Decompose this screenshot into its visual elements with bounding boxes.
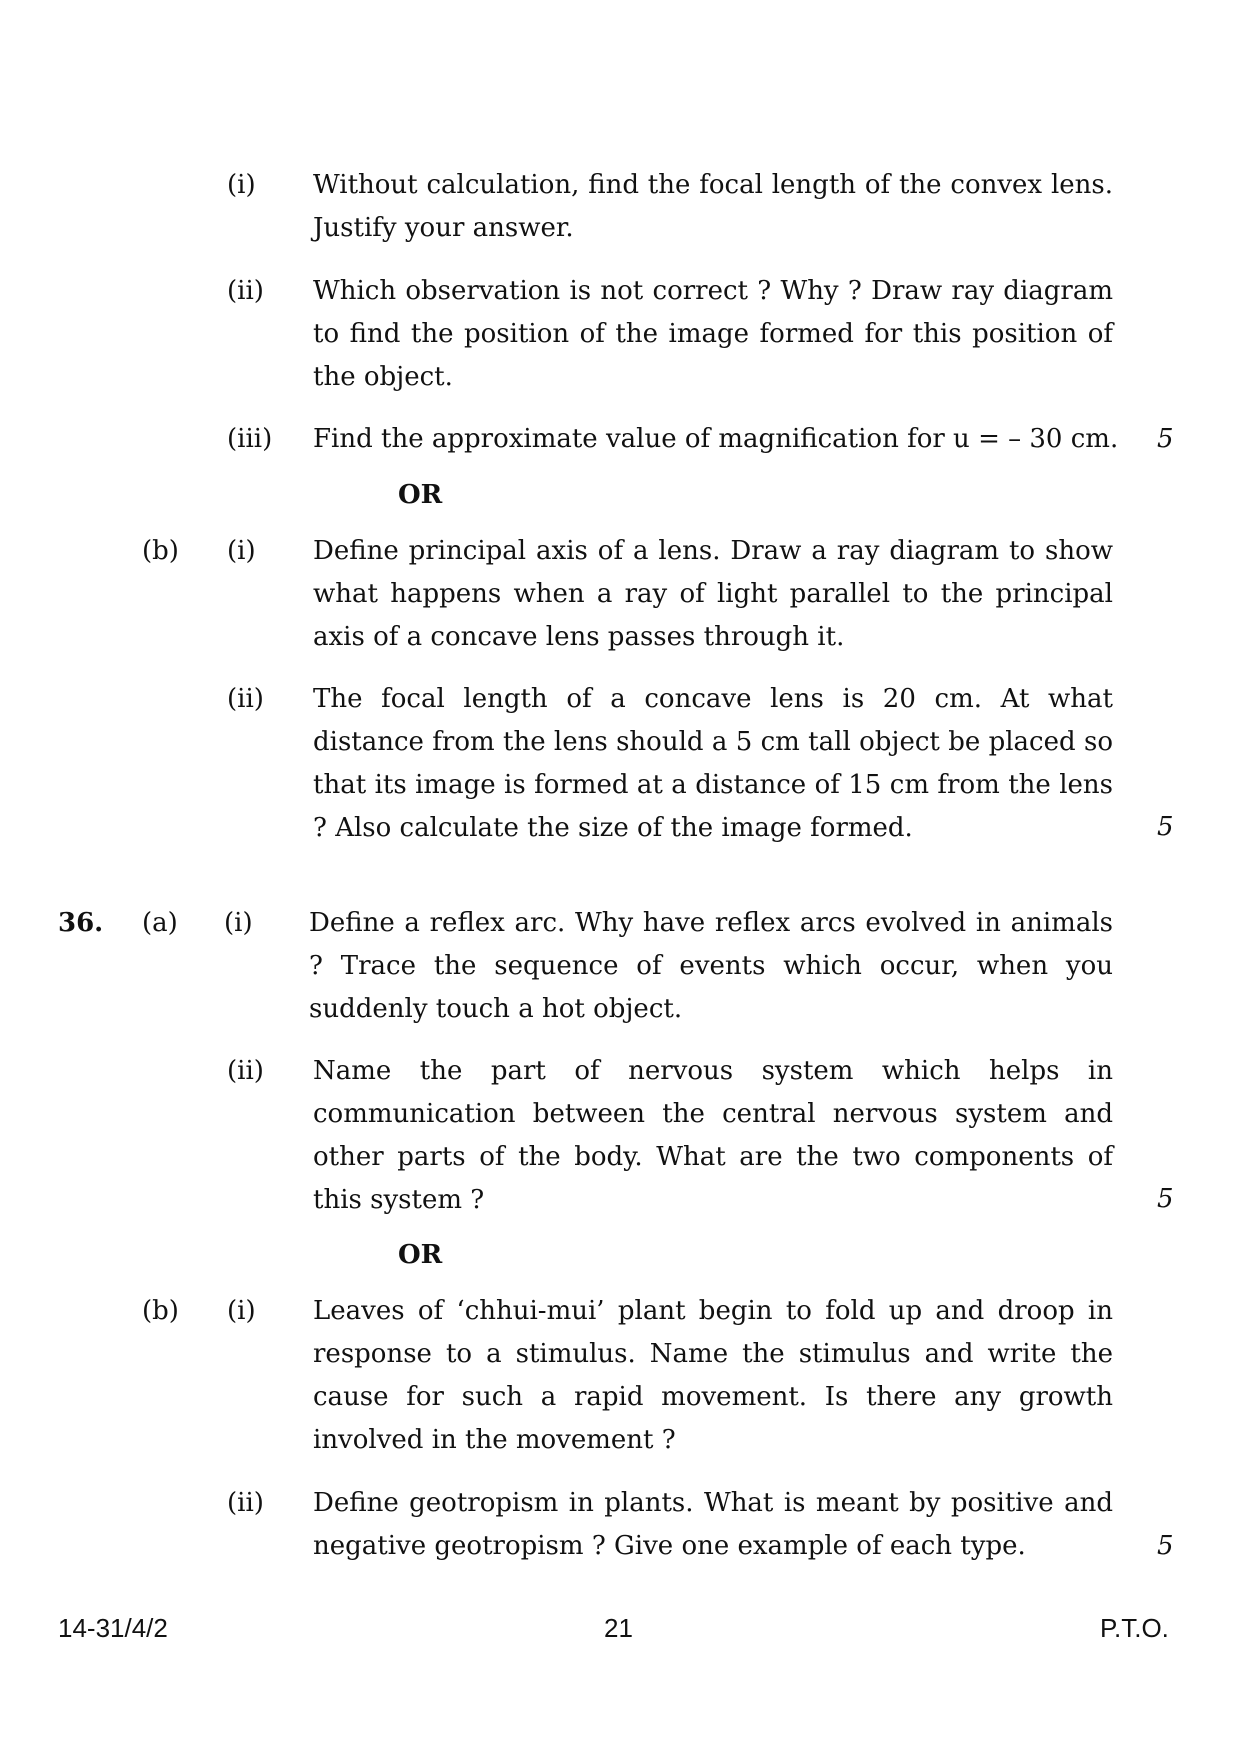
question-number-36: 36.: [58, 908, 104, 938]
part-label-b: (b): [142, 536, 179, 566]
marks-a: 5: [1157, 424, 1174, 454]
question-b-i-text: Define principal axis of a lens. Draw a ray diagram to show what happens when a ray of light parallel to the principal axis of a concave lens passes through it.: [313, 536, 1113, 652]
question-36a-ii-text: Name the part of nervous system which helps in communication between the central nervous system and other parts of the body. What are the two components of this system ?: [313, 1056, 1113, 1215]
question-36a-i-text: Define a reflex arc. Why have reflex arcs evolved in animals ? Trace the sequence of events which occur, when you suddenly touch a hot object.: [309, 908, 1113, 1024]
question-a-i-text: Without calculation, find the focal length of the convex lens. Justify your answer.: [313, 170, 1113, 243]
marks-b: 5: [1157, 812, 1174, 842]
sub-label-36b-i: (i): [227, 1296, 256, 1326]
paper-code: 14-31/4/2: [58, 1613, 168, 1643]
page-number: 21: [604, 1613, 633, 1643]
marks-36a: 5: [1157, 1184, 1174, 1214]
sub-label-36a-ii: (ii): [227, 1056, 264, 1086]
sub-label-b-ii: (ii): [227, 684, 264, 714]
sub-label-b-i: (i): [227, 536, 256, 566]
question-36b-ii-text: Define geotropism in plants. What is meant by positive and negative geotropism ? Give one example of each type.: [313, 1488, 1113, 1561]
or-divider-1: OR: [398, 480, 443, 510]
sub-label-a-i: (i): [227, 170, 256, 200]
question-a-ii-text: Which observation is not correct ? Why ? Draw ray diagram to find the position of the image formed for this position of the object.: [313, 276, 1113, 392]
question-b-ii-text: The focal length of a concave lens is 20 cm. At what distance from the lens should a 5 cm tall object be placed so that its image is formed at a distance of 15 cm from the lens ? Also calculate the size of the image formed.: [313, 684, 1113, 843]
marks-36b: 5: [1157, 1531, 1174, 1561]
sub-label-36b-ii: (ii): [227, 1488, 264, 1518]
question-a-iii-text: Find the approximate value of magnification for u = – 30 cm.: [313, 424, 1119, 454]
sub-label-a-ii: (ii): [227, 276, 264, 306]
sub-label-a-iii: (iii): [227, 424, 273, 454]
sub-label-36a-i: (i): [224, 908, 253, 938]
pto-label: P.T.O.: [1100, 1613, 1169, 1643]
part-label-36b: (b): [142, 1296, 179, 1326]
question-36b-i-text: Leaves of ‘chhui-mui’ plant begin to fold up and droop in response to a stimulus. Name the stimulus and write the cause for such a rapid movement. Is there any growth involved in the movement ?: [313, 1296, 1113, 1455]
or-divider-2: OR: [398, 1240, 443, 1270]
part-label-36a: (a): [142, 908, 178, 938]
